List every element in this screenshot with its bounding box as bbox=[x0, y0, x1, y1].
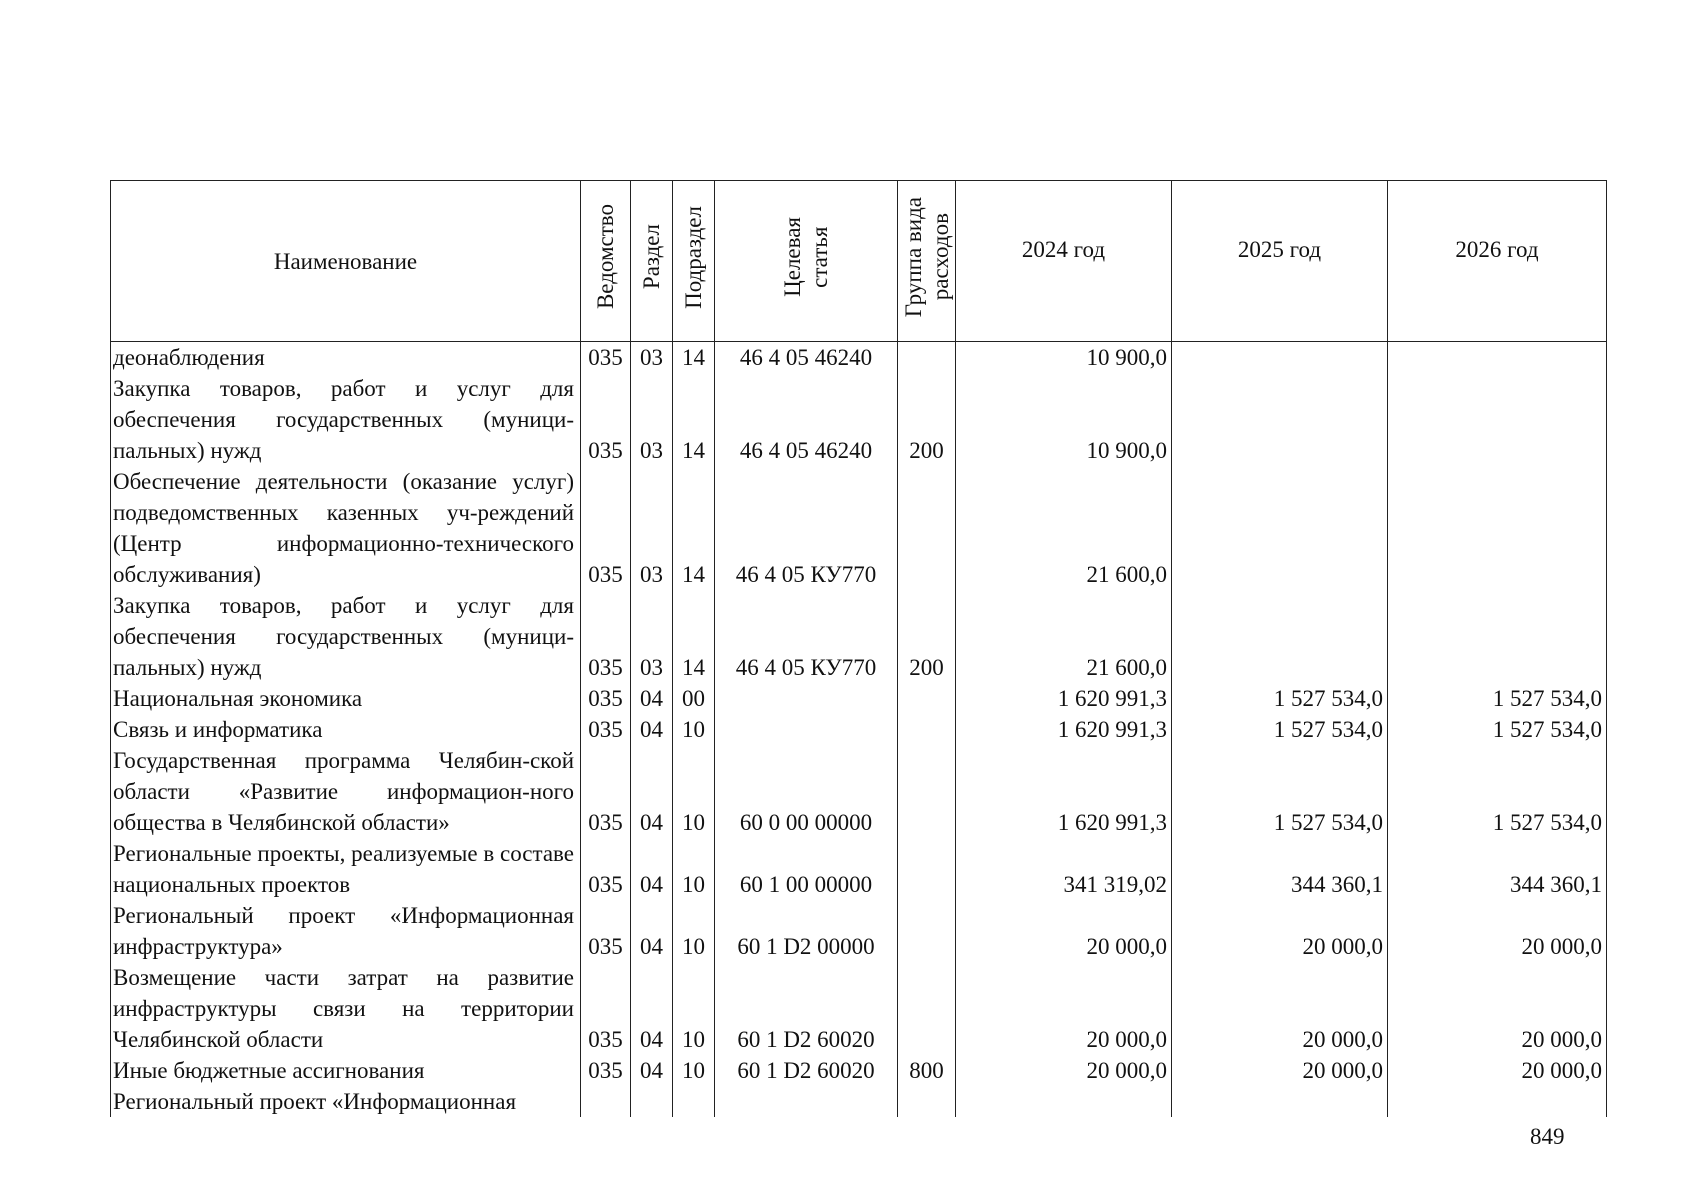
cell-podrazdel: 10 bbox=[673, 714, 715, 745]
cell-2025: 20 000,0 bbox=[1172, 900, 1388, 962]
cell-razdel bbox=[631, 1086, 673, 1117]
cell-name: Связь и информатика bbox=[111, 714, 581, 745]
cell-vedomstvo: 035 bbox=[581, 1055, 631, 1086]
page-number: 849 bbox=[1530, 1124, 1565, 1149]
cell-target-article: 46 4 05 46240 bbox=[715, 373, 898, 466]
cell-2024: 20 000,0 bbox=[956, 900, 1172, 962]
cell-2026 bbox=[1388, 342, 1607, 374]
cell-razdel: 03 bbox=[631, 373, 673, 466]
cell-2026 bbox=[1388, 590, 1607, 683]
cell-2026: 344 360,1 bbox=[1388, 838, 1607, 900]
cell-name: Региональные проекты, реализуемые в составе национальных проектов bbox=[111, 838, 581, 900]
table-body bbox=[111, 342, 1607, 1118]
header-vedomstvo: Ведомство bbox=[581, 181, 631, 342]
cell-expense-group bbox=[898, 962, 956, 1055]
cell-podrazdel: 10 bbox=[673, 1055, 715, 1086]
cell-2024: 21 600,0 bbox=[956, 466, 1172, 590]
cell-target-article: 60 1 00 00000 bbox=[715, 838, 898, 900]
cell-podrazdel: 10 bbox=[673, 838, 715, 900]
cell-name: Иные бюджетные ассигнования bbox=[111, 1055, 581, 1086]
cell-razdel: 03 bbox=[631, 342, 673, 374]
header-year-2026: 2026 год bbox=[1388, 181, 1607, 342]
cell-target-article: 60 0 00 00000 bbox=[715, 745, 898, 838]
cell-vedomstvo: 035 bbox=[581, 745, 631, 838]
cell-razdel: 04 bbox=[631, 683, 673, 714]
table-row bbox=[111, 466, 1607, 590]
budget-table bbox=[110, 180, 1607, 1117]
cell-2026: 20 000,0 bbox=[1388, 1055, 1607, 1086]
cell-target-article: 46 4 05 КУ770 bbox=[715, 590, 898, 683]
cell-vedomstvo: 035 bbox=[581, 900, 631, 962]
cell-2026 bbox=[1388, 466, 1607, 590]
cell-vedomstvo bbox=[581, 1086, 631, 1117]
table-row bbox=[111, 373, 1607, 466]
cell-2024: 1 620 991,3 bbox=[956, 745, 1172, 838]
cell-vedomstvo: 035 bbox=[581, 342, 631, 374]
cell-razdel: 04 bbox=[631, 838, 673, 900]
cell-target-article: 60 1 D2 00000 bbox=[715, 900, 898, 962]
table-row bbox=[111, 1055, 1607, 1086]
cell-razdel: 04 bbox=[631, 714, 673, 745]
cell-2026: 20 000,0 bbox=[1388, 900, 1607, 962]
cell-podrazdel: 10 bbox=[673, 962, 715, 1055]
cell-podrazdel: 14 bbox=[673, 342, 715, 374]
cell-expense-group: 200 bbox=[898, 590, 956, 683]
cell-2025: 1 527 534,0 bbox=[1172, 745, 1388, 838]
cell-vedomstvo: 035 bbox=[581, 590, 631, 683]
cell-2026 bbox=[1388, 373, 1607, 466]
cell-name: деонаблюдения bbox=[111, 342, 581, 374]
cell-target-article bbox=[715, 683, 898, 714]
cell-name: Национальная экономика bbox=[111, 683, 581, 714]
cell-razdel: 04 bbox=[631, 900, 673, 962]
cell-vedomstvo: 035 bbox=[581, 962, 631, 1055]
cell-2025 bbox=[1172, 466, 1388, 590]
cell-expense-group bbox=[898, 466, 956, 590]
cell-2024: 20 000,0 bbox=[956, 1055, 1172, 1086]
cell-name: Закупка товаров, работ и услуг для обеспечения государственных (муници-пальных) нужд bbox=[111, 373, 581, 466]
cell-expense-group bbox=[898, 838, 956, 900]
cell-2024: 10 900,0 bbox=[956, 342, 1172, 374]
cell-podrazdel: 14 bbox=[673, 466, 715, 590]
cell-2025: 344 360,1 bbox=[1172, 838, 1388, 900]
cell-2025 bbox=[1172, 1086, 1388, 1117]
cell-2026: 1 527 534,0 bbox=[1388, 714, 1607, 745]
header-expense-group: Группа вида расходов bbox=[898, 181, 956, 342]
cell-podrazdel: 14 bbox=[673, 373, 715, 466]
cell-vedomstvo: 035 bbox=[581, 373, 631, 466]
header-year-2025: 2025 год bbox=[1172, 181, 1388, 342]
cell-podrazdel: 14 bbox=[673, 590, 715, 683]
cell-expense-group bbox=[898, 342, 956, 374]
cell-target-article: 60 1 D2 60020 bbox=[715, 962, 898, 1055]
cell-vedomstvo: 035 bbox=[581, 838, 631, 900]
cell-razdel: 03 bbox=[631, 590, 673, 683]
table-row bbox=[111, 1086, 1607, 1117]
cell-razdel: 03 bbox=[631, 466, 673, 590]
cell-expense-group: 800 bbox=[898, 1055, 956, 1086]
header-row bbox=[111, 181, 1607, 342]
table-row bbox=[111, 900, 1607, 962]
cell-expense-group bbox=[898, 714, 956, 745]
cell-2024: 341 319,02 bbox=[956, 838, 1172, 900]
cell-2024: 1 620 991,3 bbox=[956, 714, 1172, 745]
cell-2024: 1 620 991,3 bbox=[956, 683, 1172, 714]
cell-target-article: 60 1 D2 60020 bbox=[715, 1055, 898, 1086]
cell-target-article bbox=[715, 714, 898, 745]
cell-2026: 20 000,0 bbox=[1388, 962, 1607, 1055]
cell-2025: 20 000,0 bbox=[1172, 962, 1388, 1055]
cell-2024: 20 000,0 bbox=[956, 962, 1172, 1055]
cell-podrazdel bbox=[673, 1086, 715, 1117]
cell-2025: 1 527 534,0 bbox=[1172, 714, 1388, 745]
cell-2024: 10 900,0 bbox=[956, 373, 1172, 466]
header-year-2024: 2024 год bbox=[956, 181, 1172, 342]
cell-target-article: 46 4 05 КУ770 bbox=[715, 466, 898, 590]
cell-vedomstvo: 035 bbox=[581, 683, 631, 714]
cell-podrazdel: 10 bbox=[673, 900, 715, 962]
header-target-article: Целевая статья bbox=[715, 181, 898, 342]
cell-expense-group bbox=[898, 683, 956, 714]
cell-vedomstvo: 035 bbox=[581, 714, 631, 745]
table-row bbox=[111, 714, 1607, 745]
cell-2024: 21 600,0 bbox=[956, 590, 1172, 683]
cell-vedomstvo: 035 bbox=[581, 466, 631, 590]
cell-2026: 1 527 534,0 bbox=[1388, 745, 1607, 838]
cell-target-article: 46 4 05 46240 bbox=[715, 342, 898, 374]
table-row bbox=[111, 683, 1607, 714]
cell-2025 bbox=[1172, 342, 1388, 374]
header-razdel: Раздел bbox=[631, 181, 673, 342]
cell-expense-group bbox=[898, 900, 956, 962]
cell-podrazdel: 10 bbox=[673, 745, 715, 838]
table-row bbox=[111, 745, 1607, 838]
cell-razdel: 04 bbox=[631, 1055, 673, 1086]
header-name: Наименование bbox=[111, 181, 581, 342]
cell-2025 bbox=[1172, 590, 1388, 683]
cell-expense-group: 200 bbox=[898, 373, 956, 466]
header-podrazdel: Подраздел bbox=[673, 181, 715, 342]
table-row bbox=[111, 590, 1607, 683]
cell-2026: 1 527 534,0 bbox=[1388, 683, 1607, 714]
cell-name: Обеспечение деятельности (оказание услуг) подведомственных казенных уч-реждений (Центр информационно-технического обслуживания) bbox=[111, 466, 581, 590]
cell-name: Закупка товаров, работ и услуг для обеспечения государственных (муници-пальных) нужд bbox=[111, 590, 581, 683]
cell-razdel: 04 bbox=[631, 962, 673, 1055]
cell-podrazdel: 00 bbox=[673, 683, 715, 714]
cell-razdel: 04 bbox=[631, 745, 673, 838]
table-row bbox=[111, 342, 1607, 374]
cell-2026 bbox=[1388, 1086, 1607, 1117]
cell-2025 bbox=[1172, 373, 1388, 466]
cell-2024 bbox=[956, 1086, 1172, 1117]
cell-2025: 20 000,0 bbox=[1172, 1055, 1388, 1086]
cell-name: Возмещение части затрат на развитие инфраструктуры связи на территории Челябинской области bbox=[111, 962, 581, 1055]
cell-name: Государственная программа Челябин-ской области «Развитие информацион-ного общества в Челябинской области» bbox=[111, 745, 581, 838]
cell-name: Региональный проект «Информационная bbox=[111, 1086, 581, 1117]
cell-name: Региональный проект «Информационная инфраструктура» bbox=[111, 900, 581, 962]
table-row bbox=[111, 962, 1607, 1055]
cell-expense-group bbox=[898, 745, 956, 838]
cell-target-article bbox=[715, 1086, 898, 1117]
cell-expense-group bbox=[898, 1086, 956, 1117]
table-row bbox=[111, 838, 1607, 900]
cell-2025: 1 527 534,0 bbox=[1172, 683, 1388, 714]
